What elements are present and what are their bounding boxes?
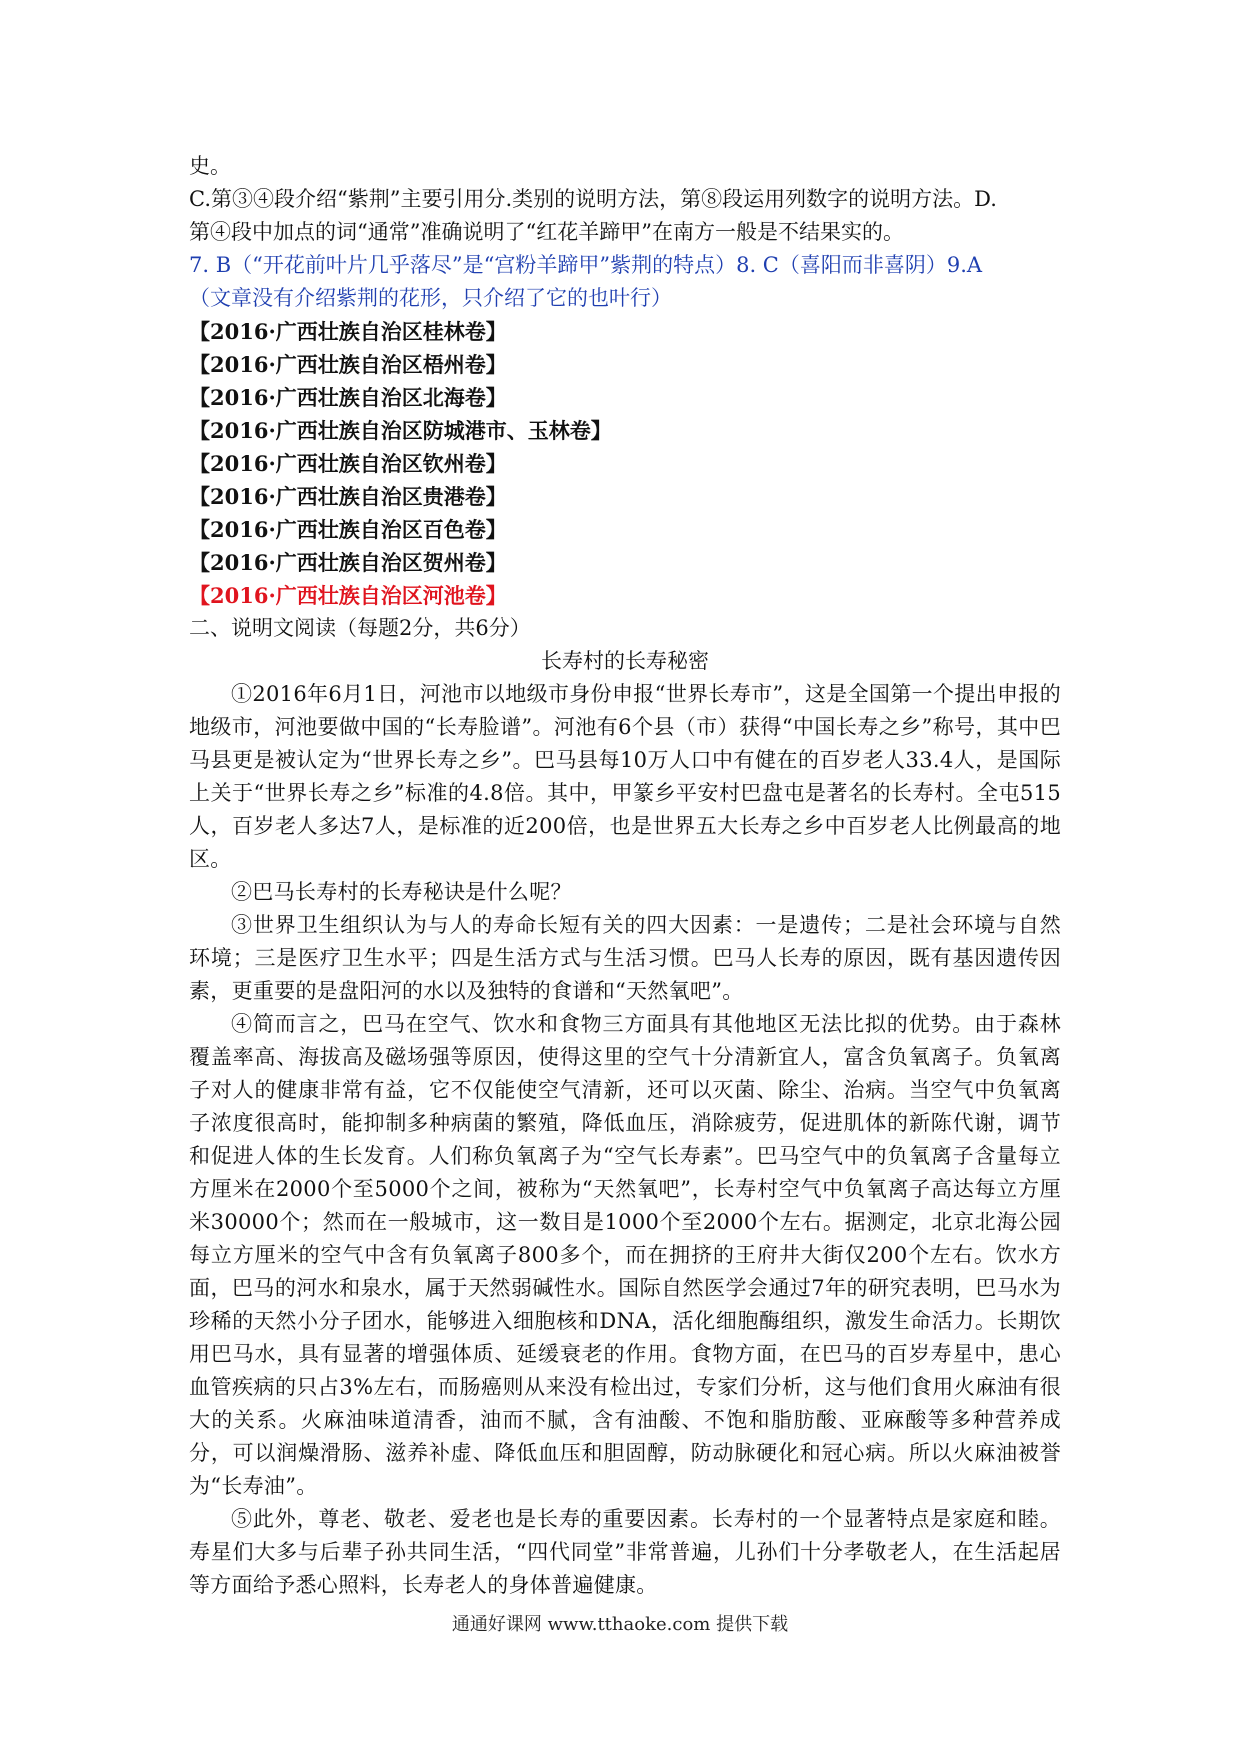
- paragraph-5: ⑤此外，尊老、敬老、爱老也是长寿的重要因素。长寿村的一个显著特点是家庭和睦。寿星们大多与后辈子孙共同生活，“四代同堂”非常普遍，儿孙们十分孝敬老人，在生活起居等方面给予悉心照料，长寿老人的身体普遍健康。: [189, 1507, 1061, 1597]
- paragraph-2: ②巴马长寿村的长寿秘诀是什么呢？: [231, 880, 572, 904]
- paragraph-3: ③世界卫生组织认为与人的寿命长短有关的四大因素：一是遗传；二是社会环境与自然环境；三是医疗卫生水平；四是生活方式与生活习惯。巴马人长寿的原因，既有基因遗传因素，更重要的是盘阳河的水以及独特的食谱和“天然氧吧”。: [189, 913, 1061, 1003]
- exam-heading: 【2016·广西壮族自治区桂林卷】: [189, 319, 507, 344]
- exam-heading: 【2016·广西壮族自治区贺州卷】: [189, 550, 507, 575]
- text-line: 第④段中加点的词“通常”准确说明了“红花羊蹄甲”在南方一般是不结果实的。: [189, 220, 904, 244]
- document-page: [189, 150, 1061, 1602]
- exam-heading: 【2016·广西壮族自治区梧州卷】: [189, 352, 507, 377]
- answer-line: 7. B（“开花前叶片几乎落尽”是“宫粉羊蹄甲”紫荆的特点）8. C（喜阳而非喜阴）9.A: [189, 253, 983, 277]
- exam-heading: 【2016·广西壮族自治区贵港卷】: [189, 484, 507, 509]
- section-title: 二、说明文阅读（每题2分，共6分）: [189, 616, 531, 640]
- exam-heading-highlight: 【2016·广西壮族自治区河池卷】: [189, 583, 507, 608]
- text-line: 史。: [189, 154, 231, 178]
- exam-heading: 【2016·广西壮族自治区钦州卷】: [189, 451, 507, 476]
- exam-heading: 【2016·广西壮族自治区百色卷】: [189, 517, 507, 542]
- paragraph-1: ①2016年6月1日，河池市以地级市身份申报“世界长寿市”，这是全国第一个提出申报的地级市，河池要做中国的“长寿脸谱”。河池有6个县（市）获得“中国长寿之乡”称号，其中巴马县更是被认定为“世界长寿之乡”。巴马县每10万人口中有健在的百岁老人33.4人，是国际上关于“世界长寿之乡”标准的4.8倍。其中，甲篆乡平安村巴盘屯是著名的长寿村。全屯515人，百岁老人多达7人，是标准的近200倍，也是世界五大长寿之乡中百岁老人比例最高的地区。: [189, 682, 1061, 871]
- exam-heading: 【2016·广西壮族自治区北海卷】: [189, 385, 507, 410]
- answer-line: （文章没有介绍紫荆的花形，只介绍了它的也叶行）: [189, 286, 672, 310]
- page-footer: 通通好课网 www.tthaoke.com 提供下载: [451, 1614, 789, 1635]
- article-title: 长寿村的长寿秘密: [541, 649, 709, 673]
- paragraph-4: ④简而言之，巴马在空气、饮水和食物三方面具有其他地区无法比拟的优势。由于森林覆盖率高、海拔高及磁场强等原因，使得这里的空气十分清新宜人，富含负氧离子。负氧离子对人的健康非常有益，它不仅能使空气清新，还可以灭菌、除尘、治病。当空气中负氧离子浓度很高时，能抑制多种病菌的繁殖，降低血压，消除疲劳，促进肌体的新陈代谢，调节和促进人体的生长发育。人们称负氧离子为“空气长寿素”。巴马空气中的负氧离子含量每立方厘米在2000个至5000个之间，被称为“天然氧吧”，长寿村空气中负氧离子高达每立方厘米30000个；然而在一般城市，这一数目是1000个至2000个左右。据测定，北京北海公园每立方厘米的空气中含有负氧离子800多个，而在拥挤的王府井大街仅200个左右。饮水方面，巴马的河水和泉水，属于天然弱碱性水。国际自然医学会通过7年的研究表明，巴马水为珍稀的天然小分子团水，能够进入细胞核和DNA，活化细胞酶组织，激发生命活力。长期饮用巴马水，具有显著的增强体质、延缓衰老的作用。食物方面，在巴马的百岁寿星中，患心血管疾病的只占3%左右，而肠癌则从来没有检出过，专家们分析，这与他们食用火麻油有很大的关系。火麻油味道清香，油而不腻，含有油酸、不饱和脂肪酸、亚麻酸等多种营养成分，可以润燥滑肠、滋养补虚、降低血压和胆固醇，防动脉硬化和冠心病。所以火麻油被誉为“长寿油”。: [189, 1012, 1061, 1498]
- exam-heading: 【2016·广西壮族自治区防城港市、玉林卷】: [189, 418, 612, 443]
- text-line: C.第③④段介绍“紫荆”主要引用分.类别的说明方法，第⑧段运用列数字的说明方法。D.: [189, 187, 997, 211]
